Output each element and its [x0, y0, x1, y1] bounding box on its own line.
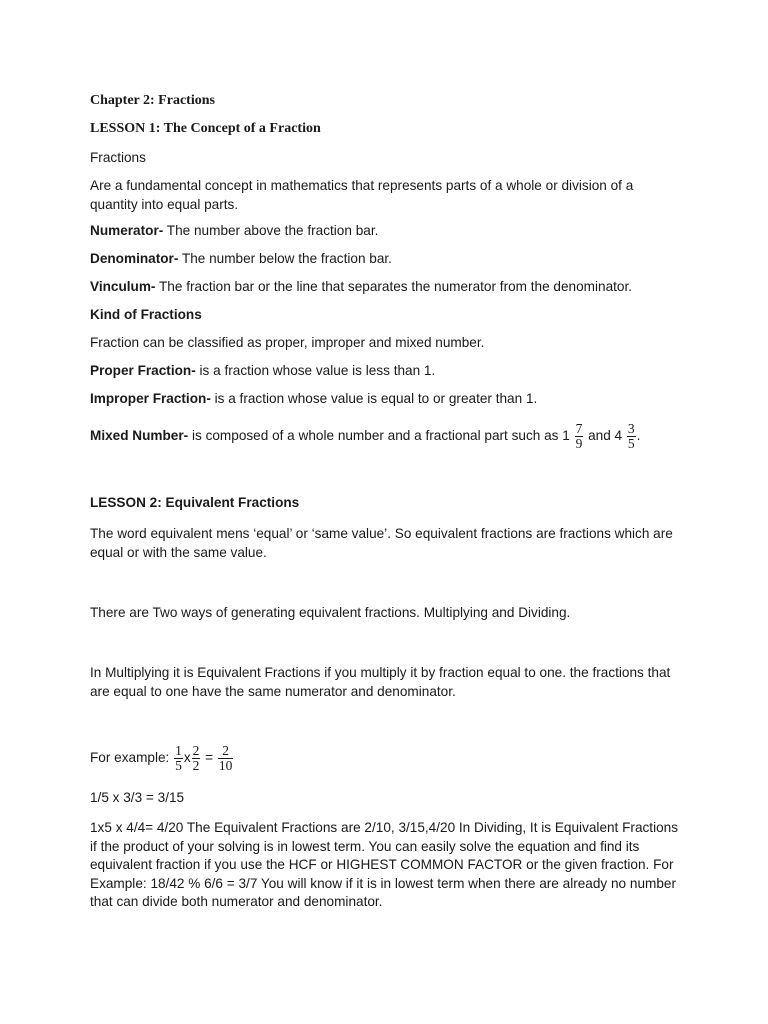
fraction-two-halves — [192, 744, 201, 773]
equals-operator: = — [201, 750, 217, 765]
denominator-text: The number below the fraction bar. — [178, 251, 392, 266]
numerator-text: The number above the fraction bar. — [163, 223, 379, 238]
lesson1-definition: Are a fundamental concept in mathematics that represents parts of a whole or division of a quantity into equal parts. — [90, 178, 634, 212]
fraction-denominator: 10 — [218, 757, 233, 773]
fraction-denominator: 9 — [575, 435, 583, 451]
improper-fraction-definition — [90, 390, 680, 409]
denominator-definition — [90, 250, 680, 269]
example-two: 1/5 x 3/3 = 3/15 — [90, 790, 185, 805]
fraction-numerator: 2 — [218, 744, 234, 759]
fraction-denominator: 5 — [627, 435, 635, 451]
fraction-one-fifth — [174, 744, 183, 773]
kinds-intro: Fraction can be classified as proper, improper and mixed number. — [90, 335, 485, 350]
mixed-end: . — [636, 428, 641, 443]
improper-text: is a fraction whose value is equal to or greater than 1. — [210, 391, 538, 406]
multiply-operator: x — [183, 750, 191, 765]
mixed-term: Mixed Number- — [90, 428, 189, 443]
example-label: For example: — [90, 750, 174, 765]
proper-term: Proper Fraction- — [90, 363, 196, 378]
mixed-number-definition — [90, 418, 680, 454]
proper-fraction-definition — [90, 362, 680, 381]
mixed-and-text: and 4 — [584, 428, 626, 443]
fraction-numerator: 2 — [192, 742, 200, 758]
kinds-heading: Kind of Fractions — [90, 307, 202, 322]
denominator-term: Denominator- — [90, 251, 179, 266]
fraction-two-tenths — [218, 744, 234, 773]
fraction-seven-ninths — [575, 422, 584, 451]
lesson2-title: LESSON 2: Equivalent Fractions — [90, 495, 300, 510]
fraction-numerator: 7 — [575, 420, 583, 436]
numerator-definition — [90, 222, 680, 241]
fraction-denominator: 2 — [192, 757, 200, 773]
fraction-numerator: 1 — [175, 742, 182, 758]
fraction-denominator: 5 — [175, 757, 182, 773]
lesson2-ways: There are Two ways of generating equivalent fractions. Multiplying and Dividing. — [90, 605, 571, 620]
lesson2-dividing: 1x5 x 4/4= 4/20 The Equivalent Fractions are 2/10, 3/15,4/20 In Dividing, It is Equivalent Fractions if the product of your solving is in lowest term. You can easily solve the equation and find its equivalent fraction if you use the HCF or HIGHEST COMMON FACTOR or the given fraction. For Example: 18/42 % 6/6 = 3/7 You will know if it is in lowest term when there are already no number that can divide both numerator and denominator. — [90, 820, 679, 909]
vinculum-text: The fraction bar or the line that separates the numerator from the denominator. — [155, 279, 633, 294]
vinculum-definition — [90, 278, 680, 297]
vinculum-term: Vinculum- — [90, 279, 156, 294]
example-equation — [90, 740, 680, 776]
mixed-text: is composed of a whole number and a fractional part such as 1 — [188, 428, 574, 443]
lesson2-intro: The word equivalent mens ‘equal’ or ‘same value’. So equivalent fractions are fractions which are equal or with the same value. — [90, 526, 673, 560]
fraction-three-fifths — [627, 422, 636, 451]
numerator-term: Numerator- — [90, 223, 164, 238]
fraction-numerator: 3 — [627, 420, 635, 436]
proper-text: is a fraction whose value is less than 1. — [195, 363, 436, 378]
lesson1-heading: Fractions — [90, 150, 146, 165]
lesson2-multiplying: In Multiplying it is Equivalent Fractions if you multiply it by fraction equal to one. the fractions that are equal to one have the same numerator and denominator. — [90, 665, 671, 699]
chapter-title: Chapter 2: Fractions — [90, 93, 215, 108]
lesson1-title: LESSON 1: The Concept of a Fraction — [90, 121, 321, 136]
improper-term: Improper Fraction- — [90, 391, 211, 406]
